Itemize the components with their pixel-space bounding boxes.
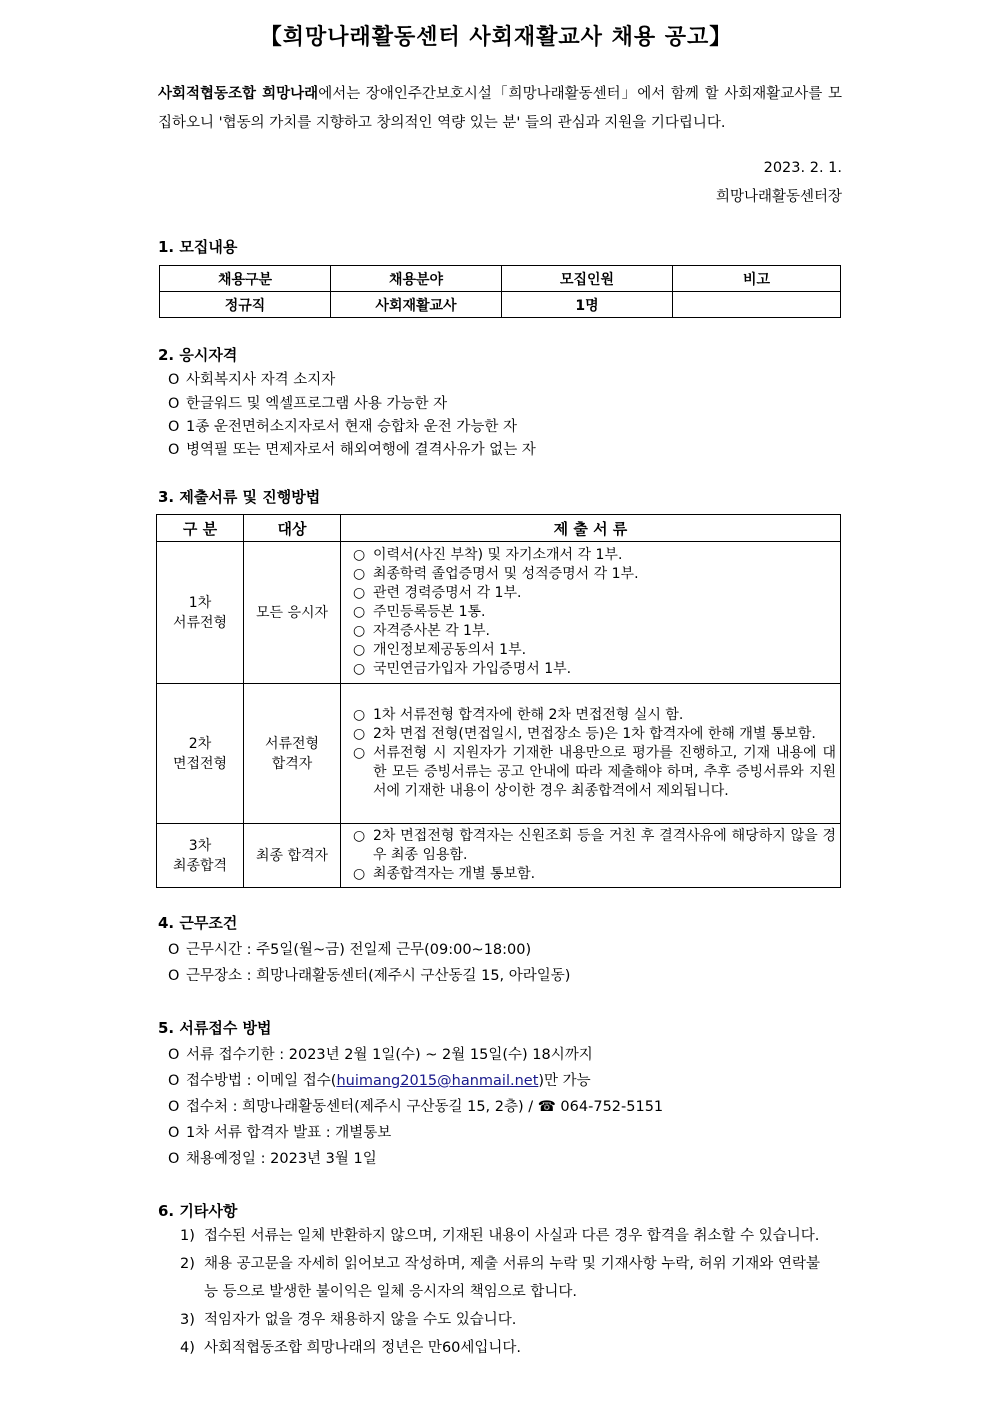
bullet-icon: ○ [353,604,366,620]
bullet-icon: O [168,968,180,984]
bullet-icon: O [168,1125,180,1141]
documents-cell [341,824,841,888]
table-header: 구 분 [157,515,244,542]
bullet-icon: ○ [353,661,366,677]
list-item: ○ 주민등록등본 1통. [353,604,486,620]
bullet-icon: ○ [353,623,366,639]
table-header: 채용분야 [331,266,502,292]
bullet-icon: ○ [353,566,366,582]
list-item: ○ 2차 면접 전형(면접일시, 면접장소 등)은 1차 합격자에 한해 개별 통보함. [353,726,816,742]
table-header: 모집인원 [502,266,673,292]
target-cell: 모든 응시자 [244,542,341,684]
list-item: 1) 접수된 서류는 일체 반환하지 않으며, 기재된 내용이 사실과 다른 경우 합격을 취소할 수 있습니다. [180,1228,820,1244]
table-row [157,824,841,888]
list-item: ○ 이력서(사진 부착) 및 자기소개서 각 1부. [353,547,623,563]
table-row [157,684,841,824]
intro-paragraph [158,80,842,138]
table-header: 비고 [673,266,841,292]
email-link[interactable]: huimang2015@hanmail.net [336,1073,539,1089]
bullet-icon: O [168,1151,180,1167]
list-item: O 근무장소 : 희망나래활동센터(제주시 구산동길 15, 아라일동) [168,968,571,984]
list-item: ○ 서류전형 시 지원자가 기재한 내용만으로 평가를 진행하고, 기재 내용에 대한 모든 증빙서류는 공고 안내에 따라 제출해야 하며, 추후 증빙서류와 지원서에 기재한 내용이 상이한 경우 최종합격에서 제외됩니다. [353,745,836,799]
list-item: 3) 적임자가 없을 경우 채용하지 않을 수도 있습니다. [180,1312,517,1328]
stage-cell: 2차 면접전형 [157,684,244,824]
table-cell: 정규직 [160,292,331,318]
list-item: O 사회복지사 자격 소지자 [168,372,336,388]
documents-cell [341,542,841,684]
page-title: 【희망나래활동센터 사회재활교사 채용 공고】 [259,25,733,50]
table-row [157,542,841,684]
bullet-icon: ○ [353,547,366,563]
notes-list [180,1222,820,1362]
table-cell: 사회재활교사 [331,292,502,318]
list-item: 2) 채용 공고문을 자세히 읽어보고 작성하며, 제출 서류의 누락 및 기재사항 누락, 허위 기재와 연락불능 등으로 발생한 불이익은 일체 응시자의 책임으로 합니다. [180,1256,820,1300]
bullet-icon: ○ [353,642,366,658]
bullet-icon: ○ [353,866,366,882]
table-cell: 1명 [502,292,673,318]
table-header-row [160,266,841,292]
stage-cell: 1차 서류전형 [157,542,244,684]
list-item: ○ 최종합격자는 개별 통보함. [353,866,536,882]
table-header: 대상 [244,515,341,542]
section5-heading: 5. 서류접수 방법 [158,1019,272,1037]
notice-signer: 희망나래활동센터장 [715,189,842,205]
bullet-icon: ○ [353,745,366,761]
section2-heading: 2. 응시자격 [158,346,238,364]
bullet-icon: O [168,372,180,388]
list-item: O 접수처 : 희망나래활동센터(제주시 구산동길 15, 2층) / ☎ 064-752-5151 [168,1099,664,1115]
list-item: O 1차 서류 합격자 발표 : 개별통보 [168,1125,392,1141]
list-item: O 서류 접수기한 : 2023년 2월 1일(수) ~ 2월 15일(수) 18시까지 [168,1047,593,1063]
intro-text: 에서는 장애인주간보호시설「희망나래활동센터」에서 함께 할 사회재활교사를 모집하오니 '협동의 가치를 지향하고 창의적인 역량 있는 분' 들의 관심과 지원을 기다립니다. [158,86,842,131]
table-header: 제 출 서 류 [341,515,841,542]
bullet-icon: O [168,1073,180,1089]
list-item: O 한글워드 및 엑셀프로그램 사용 가능한 자 [168,396,448,412]
list-item: O 1종 운전면허소지자로서 현재 승합차 운전 가능한 자 [168,419,518,435]
recruitment-table [159,265,841,318]
bullet-icon: ○ [353,707,366,723]
bullet-icon: O [168,1099,180,1115]
target-cell: 최종 합격자 [244,824,341,888]
section6-heading: 6. 기타사항 [158,1202,238,1220]
bullet-icon: O [168,942,180,958]
documents-table [156,514,841,888]
table-cell [673,292,841,318]
bullet-icon: ○ [353,726,366,742]
notice-date: 2023. 2. 1. [763,160,842,176]
list-item: ○ 개인정보제공동의서 1부. [353,642,527,658]
bullet-icon: O [168,419,180,435]
list-item: O 근무시간 : 주5일(월~금) 전일제 근무(09:00~18:00) [168,942,532,958]
documents-cell [341,684,841,824]
section4-heading: 4. 근무조건 [158,914,238,932]
bullet-icon: ○ [353,585,366,601]
list-item: O 접수방법 : 이메일 접수(huimang2015@hanmail.net)만 가능 [168,1073,591,1089]
bullet-icon: O [168,442,180,458]
target-cell: 서류전형 합격자 [244,684,341,824]
list-item: ○ 1차 서류전형 합격자에 한해 2차 면접전형 실시 함. [353,707,684,723]
list-item: O 채용예정일 : 2023년 3월 1일 [168,1151,377,1167]
bullet-icon: O [168,1047,180,1063]
list-item: ○ 자격증사본 각 1부. [353,623,490,639]
bullet-icon: ○ [353,828,366,844]
list-item: 4) 사회적협동조합 희망나래의 정년은 만60세입니다. [180,1340,522,1356]
table-header-row [157,515,841,542]
list-item: ○ 최종학력 졸업증명서 및 성적증명서 각 1부. [353,566,639,582]
section1-heading: 1. 모집내용 [158,238,238,256]
org-name: 사회적협동조합 희망나래 [158,86,319,102]
section3-heading: 3. 제출서류 및 진행방법 [158,488,321,506]
list-item: O 병역필 또는 면제자로서 해외여행에 결격사유가 없는 자 [168,442,536,458]
table-row [160,292,841,318]
list-item: ○ 국민연금가입자 가입증명서 1부. [353,661,572,677]
list-item: ○ 2차 면접전형 합격자는 신원조회 등을 거친 후 결격사유에 해당하지 않을 경우 최종 임용함. [353,828,836,863]
table-header: 채용구분 [160,266,331,292]
list-item: ○ 관련 경력증명서 각 1부. [353,585,522,601]
bullet-icon: O [168,396,180,412]
stage-cell: 3차 최종합격 [157,824,244,888]
